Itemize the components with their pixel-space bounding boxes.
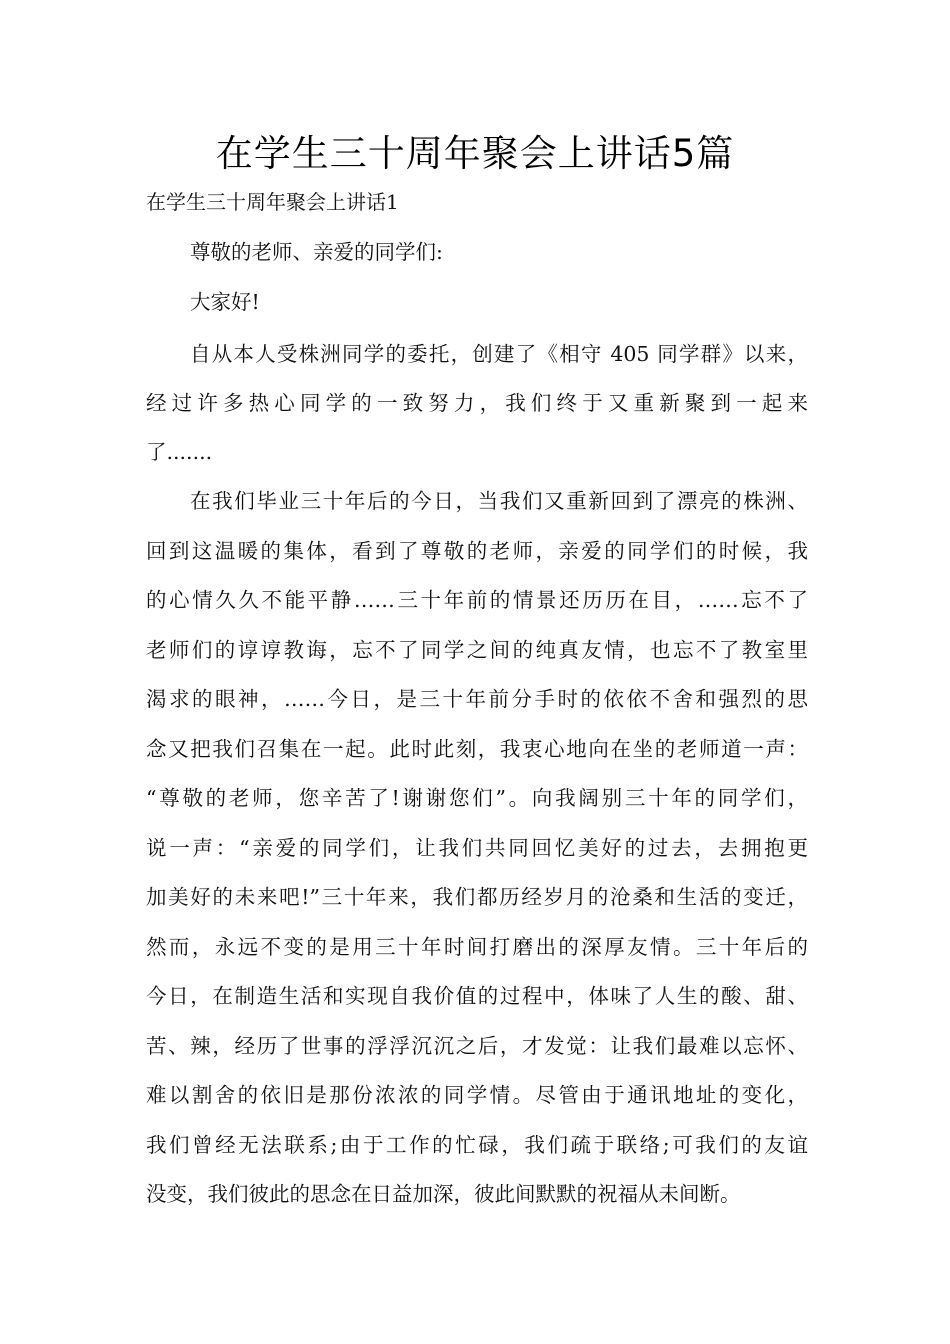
paragraph-line: 自从本人受株洲同学的委托，创建了《相守 405 同学群》以来，	[190, 342, 808, 366]
paragraph-line: 回到这温暖的集体，看到了尊敬的老师，亲爱的同学们的时候，我	[146, 539, 808, 563]
greeting-line: 尊敬的老师、亲爱的同学们:	[190, 240, 443, 264]
paragraph-line: 念又把我们召集在一起。此时此刻，我衷心地向在坐的老师道一声：	[146, 737, 808, 761]
paragraph-line: 老师们的谆谆教诲，忘不了同学之间的纯真友情，也忘不了教室里	[146, 638, 808, 662]
paragraph-line: 加美好的未来吧!”三十年来，我们都历经岁月的沧桑和生活的变迁，	[146, 885, 808, 909]
section-title: 在学生三十周年聚会上讲话1	[146, 190, 399, 214]
document-title: 在学生三十周年聚会上讲话5篇	[215, 132, 735, 175]
paragraph-line: 说一声：“亲爱的同学们，让我们共同回忆美好的过去，去拥抱更	[146, 836, 808, 860]
paragraph-line: 然而，永远不变的是用三十年时间打磨出的深厚友情。三十年后的	[146, 935, 808, 959]
paragraph-line: 我们曾经无法联系;由于工作的忙碌，我们疏于联络;可我们的友谊	[146, 1133, 808, 1157]
paragraph-line: 在我们毕业三十年后的今日，当我们又重新回到了漂亮的株洲、	[190, 489, 808, 513]
paragraph-line: 经过许多热心同学的一致努力，我们终于又重新聚到一起来	[146, 391, 808, 415]
hello-line: 大家好!	[190, 290, 260, 314]
paragraph-line: 没变，我们彼此的思念在日益加深，彼此间默默的祝福从未间断。	[146, 1182, 741, 1206]
paragraph-line: 了.......	[146, 440, 213, 464]
paragraph-line: 今日，在制造生活和实现自我价值的过程中，体味了人生的酸、甜、	[146, 984, 808, 1008]
paragraph-line: “尊敬的老师，您辛苦了!谢谢您们”。向我阔别三十年的同学们，	[146, 786, 808, 810]
paragraph-line: 难以割舍的依旧是那份浓浓的同学情。尽管由于通讯地址的变化，	[146, 1083, 808, 1107]
paragraph-line: 渴求的眼神，……今日，是三十年前分手时的依依不舍和强烈的思	[146, 687, 808, 711]
paragraph-line: 的心情久久不能平静……三十年前的情景还历历在目，……忘不了	[146, 588, 808, 612]
paragraph-line: 苦、辣，经历了世事的浮浮沉沉之后，才发觉：让我们最难以忘怀、	[146, 1034, 808, 1058]
